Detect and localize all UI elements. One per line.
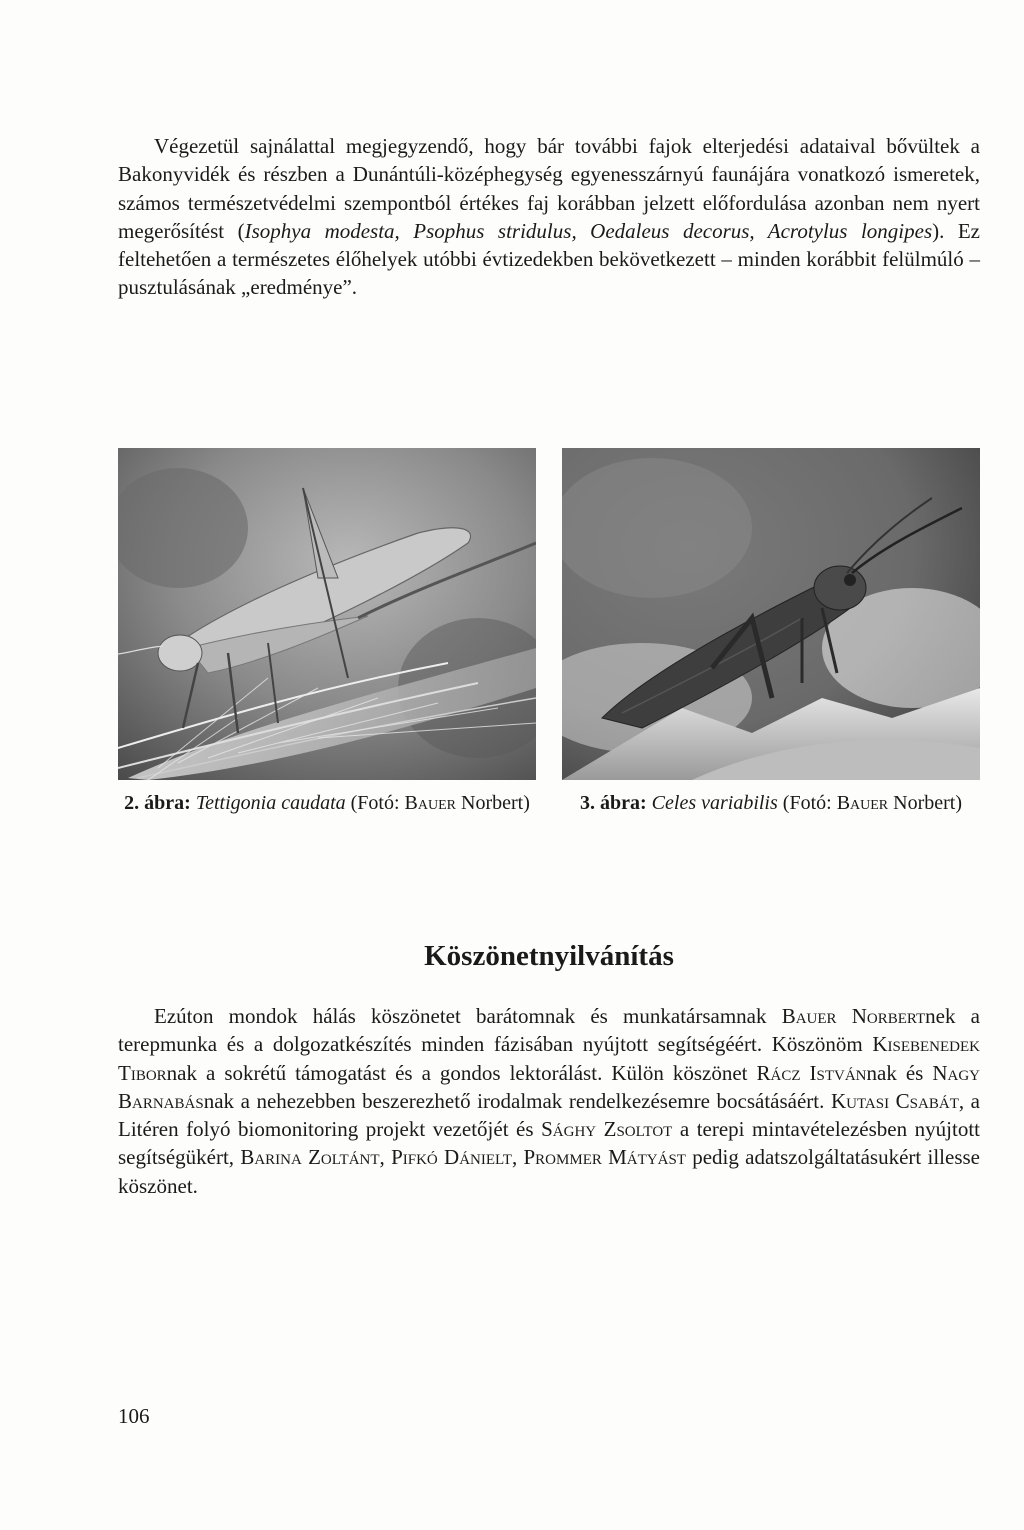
person-name: Kutasi Csabát xyxy=(830,1088,959,1113)
person-name: Pifkó Dánielt xyxy=(391,1145,512,1170)
text-segment: , a Litéren folyó biomonitoring projekt vezetőjét és xyxy=(118,1088,981,1142)
text-segment: a terepi mintavételezésben nyújtott segítségükért, xyxy=(118,1117,980,1170)
figure-photo-tettigonia xyxy=(118,448,536,780)
photographer-surname: Bauer xyxy=(404,792,456,814)
text-segment: , xyxy=(379,1145,392,1170)
person-name: Kisebenedek Tibor xyxy=(118,1032,980,1085)
paragraph-text: ). Ez feltehetően a természetes élőhelyek utóbbi évtizedekben bekövetkezett – minden korábbit felülmúló – pusztulásának „eredménye”. xyxy=(118,218,980,300)
body-paragraph xyxy=(118,132,980,302)
page-number: 106 xyxy=(118,1404,150,1428)
figure-caption xyxy=(118,790,536,816)
bush-cricket-photo xyxy=(118,448,536,780)
text-segment: , xyxy=(511,1145,524,1170)
grasshopper-photo xyxy=(562,448,980,780)
text-segment: nak a nehezebben beszerezhető irodalmak rendelkezésemre bocsátásáért. xyxy=(203,1088,831,1113)
paragraph-text: Végezetül sajnálattal megjegyzendő, hogy bár további fajok elterjedési adataival bővültek a Bakonyvidék és részben a Dunántúli-középhegység egyenesszárnyú faunájára vonatkozó ismeretek, számos természetvédelmi szempontból értékes faj korábban jelzett előfordulása azonban nem nyert megerősítést ( xyxy=(118,134,980,243)
species-list: Isophya modesta, Psophus stridulus, Oedaleus decorus, Acrotylus longipes xyxy=(244,218,933,243)
photo-credit-prefix: (Fotó: xyxy=(350,792,400,814)
photo-credit-suffix: Norbert) xyxy=(893,792,962,814)
acknowledgements-paragraph xyxy=(118,1002,980,1200)
figure-label: 3. ábra: xyxy=(580,792,647,814)
species-name: Celes variabilis xyxy=(651,792,778,814)
photo-credit-suffix: Norbert) xyxy=(461,792,530,814)
person-name: Bauer Norbert xyxy=(781,1004,926,1028)
section-heading: Köszönetnyilvánítás xyxy=(424,940,674,972)
photo-credit-prefix: (Fotó: xyxy=(782,792,832,814)
species-name: Tettigonia caudata xyxy=(195,792,346,814)
person-name: Sághy Zsoltot xyxy=(541,1117,673,1142)
person-name: Rácz István xyxy=(756,1060,867,1085)
text-segment: nak és xyxy=(866,1060,933,1085)
text-segment: nak a sokrétű támogatást és a gondos lektorálást. Külön köszönet xyxy=(166,1060,757,1085)
figure-photo-celes xyxy=(562,448,980,780)
person-name: Prommer Mátyást xyxy=(523,1145,686,1170)
person-name: Nagy Barnabás xyxy=(118,1060,980,1113)
figure-caption xyxy=(562,790,980,816)
person-name: Barina Zoltánt xyxy=(240,1145,380,1170)
text-segment: nek a terepmunka és a dolgozatkészítés minden fázisában nyújtott segítségéért. Köszönöm xyxy=(118,1004,980,1057)
photographer-surname: Bauer xyxy=(836,792,889,814)
text-segment: Ezúton mondok hálás köszönetet barátomnak és munkatársamnak xyxy=(154,1004,782,1028)
text-segment: pedig adatszolgáltatásukért illesse köszönet. xyxy=(118,1145,981,1198)
figure-label: 2. ábra: xyxy=(124,792,191,814)
